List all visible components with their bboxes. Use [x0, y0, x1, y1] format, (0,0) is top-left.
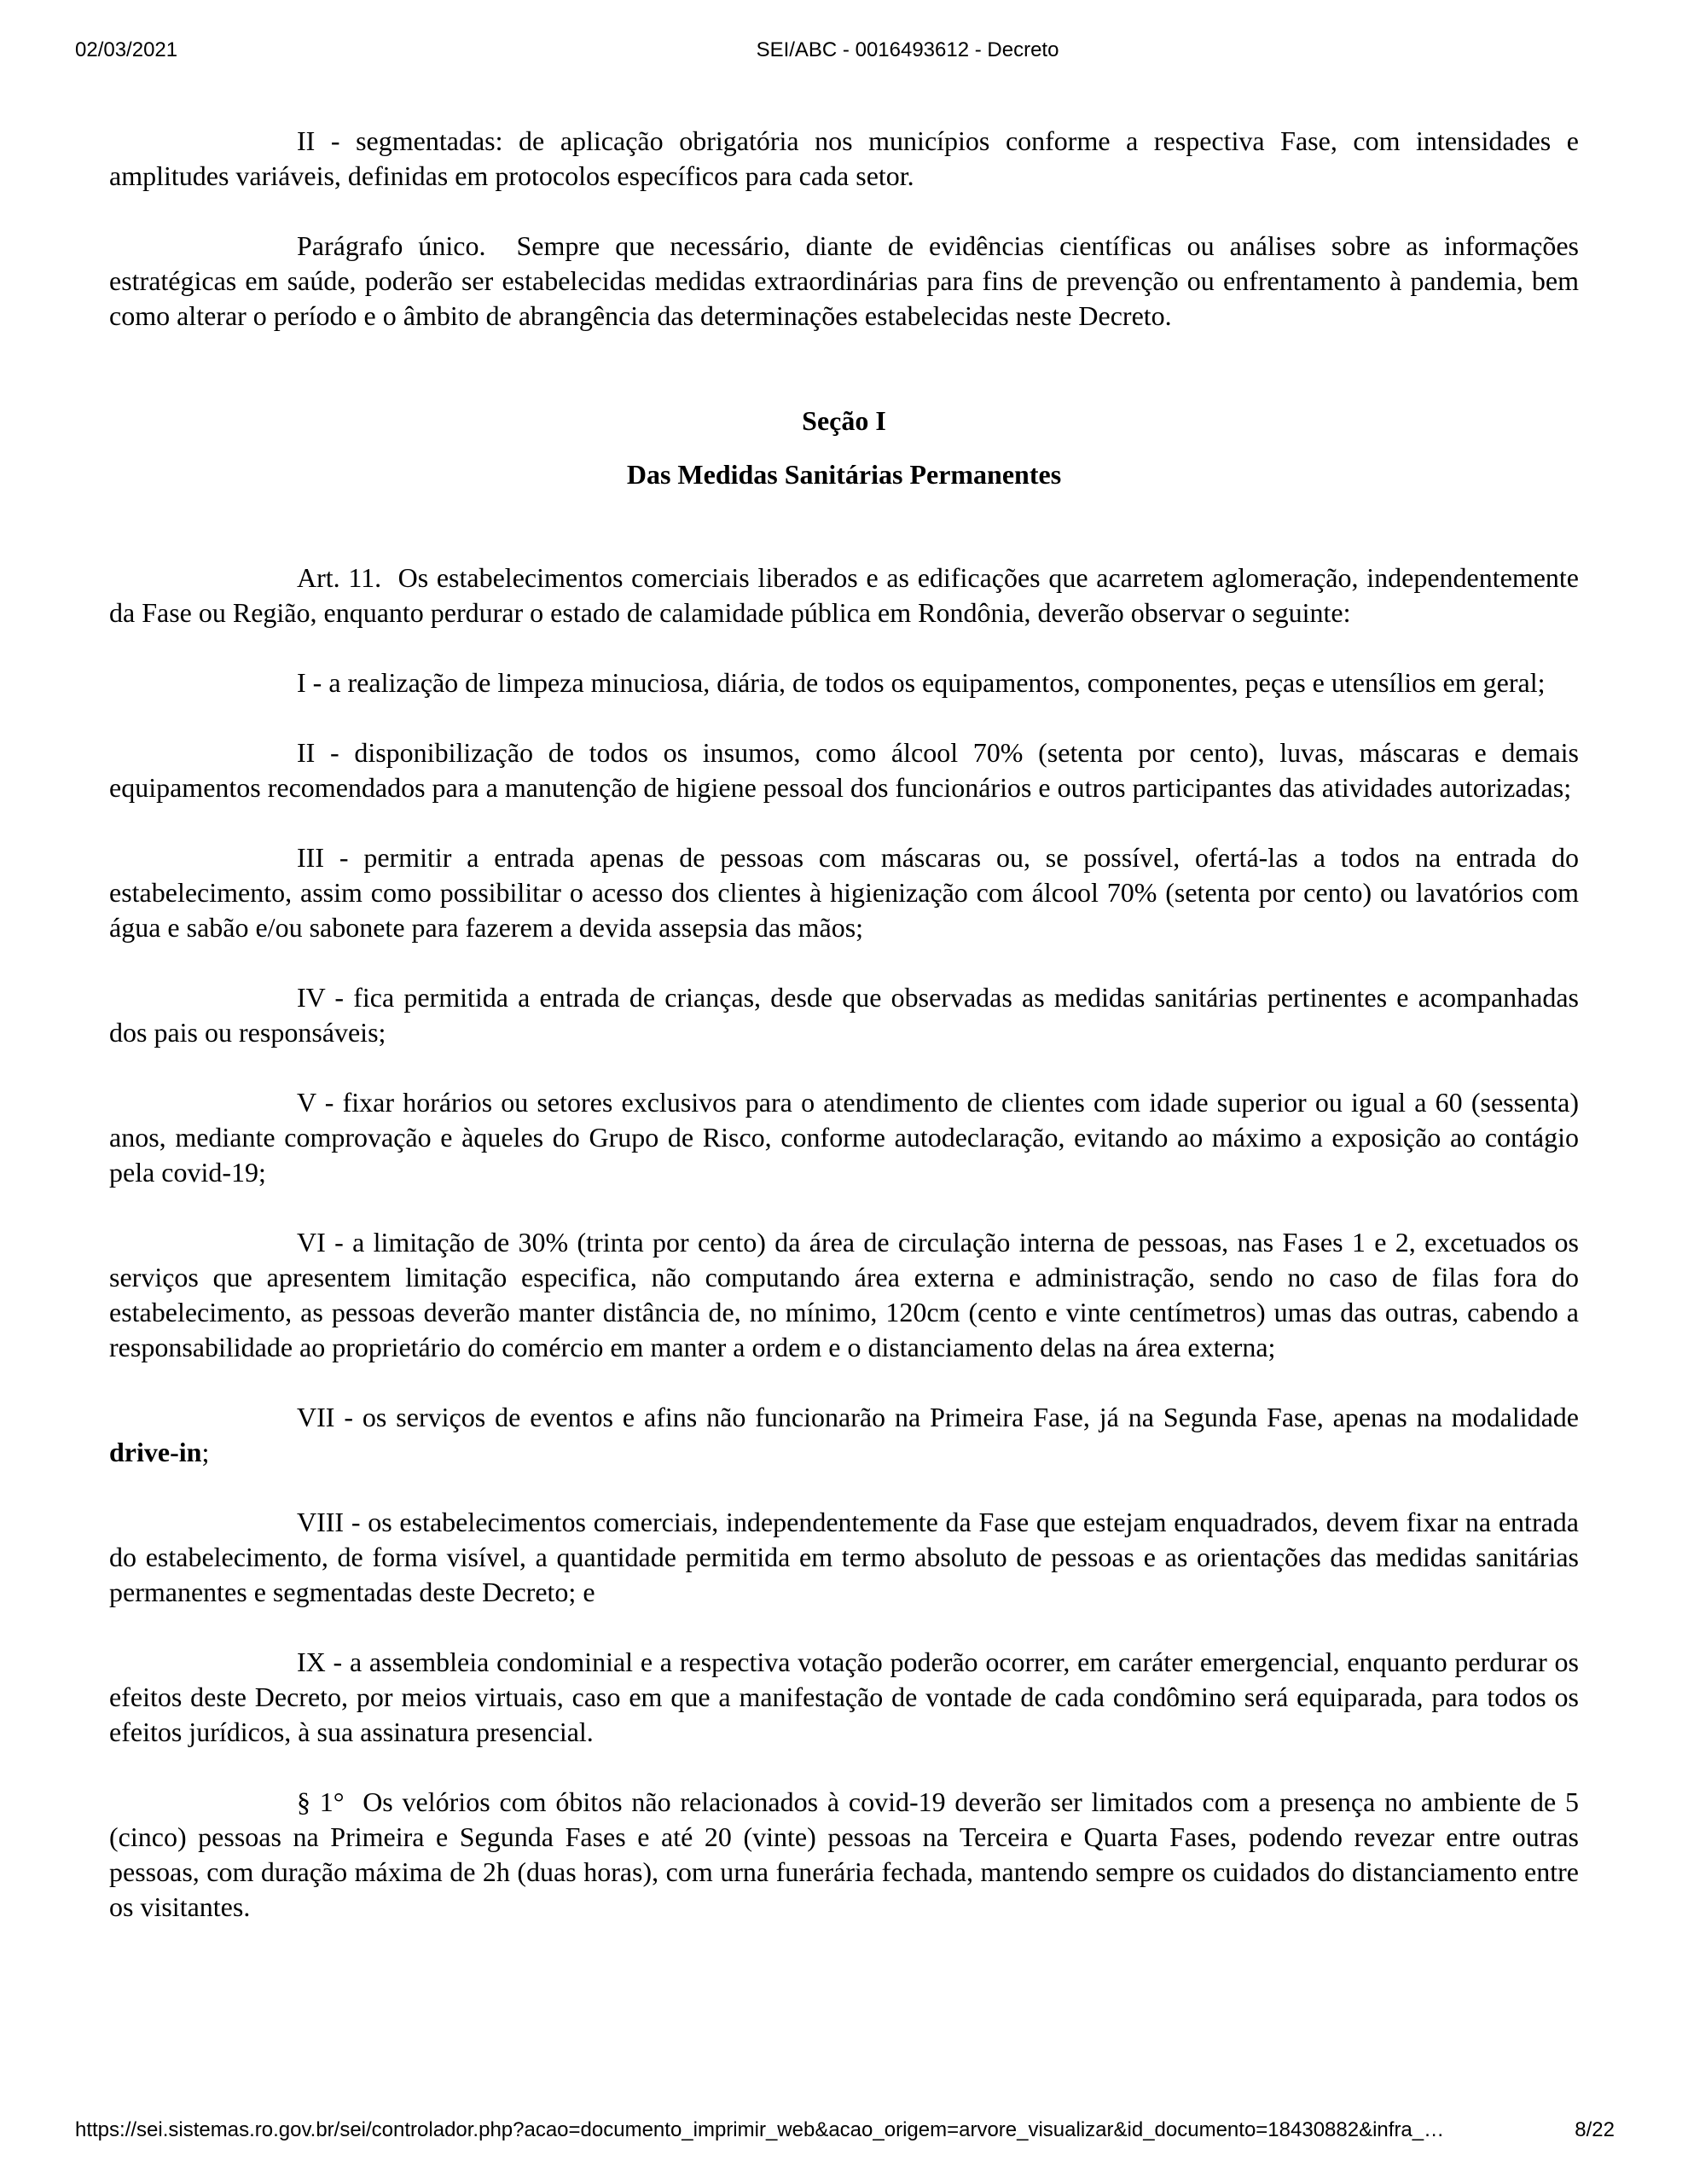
paragraph-art-11: Art. 11. Os estabelecimentos comerciais liberados e as edificações que acarretem aglomeração, independentemente da Fase ou Região, enquanto perdurar o estado de calamidade pública em Rondônia, deverão observar o seguinte: — [109, 562, 1579, 628]
paragraph-item-vii — [109, 1400, 1579, 1470]
paragraph-item-vii-text: VII - os serviços de eventos e afins não funcionarão na Primeira Fase, já na Segunda Fase, apenas na modalidade — [297, 1402, 1579, 1432]
drive-in-bold-text: drive-in — [109, 1437, 202, 1467]
paragraph-item-ii: II - disponibilização de todos os insumos, como álcool 70% (setenta por cento), luvas, máscaras e demais equipamentos recomendados para a manutenção de higiene pessoal dos funcionários e outros participantes das atividades autorizadas; — [109, 737, 1579, 803]
paragraph-item-vi: VI - a limitação de 30% (trinta por cento) da área de circulação interna de pessoas, nas Fases 1 e 2, excetuados os serviços que apresentem limitação especifica, não computando área externa e administração, sendo no caso de filas fora do estabelecimento, as pessoas deverão manter distância de, no mínimo, 120cm (cento e vinte centímetros) umas das outras, cabendo a responsabilidade ao proprietário do comércio em manter a ordem e o distanciamento delas na área externa; — [109, 1227, 1579, 1362]
paragraph-item-iv: IV - fica permitida a entrada de crianças, desde que observadas as medidas sanitárias pertinentes e acompanhadas dos pais ou responsáveis; — [109, 982, 1579, 1048]
paragraph-paragrafo-unico: Parágrafo único. Sempre que necessário, diante de evidências científicas ou análises sobre as informações estratégicas em saúde, poderão ser estabelecidas medidas extraordinárias para fins de prevenção ou enfrentamento à pandemia, bem como alterar o período e o âmbito de abrangência das determinações estabelecidas neste Decreto. — [109, 230, 1579, 331]
paragraph-item-vii-tail: ; — [201, 1437, 210, 1467]
paragraph-item-iii: III - permitir a entrada apenas de pessoas com máscaras ou, se possível, ofertá-las a todos na entrada do estabelecimento, assim como possibilitar o acesso dos clientes à higienização com álcool 70% (setenta por cento) ou lavatórios com água e sabão e/ou sabonete para fazerem a devida assepsia das mãos; — [109, 842, 1579, 943]
paragraph-section-1: § 1° Os velórios com óbitos não relacionados à covid-19 deverão ser limitados com a presença no ambiente de 5 (cinco) pessoas na Primeira e Segunda Fases e até 20 (vinte) pessoas na Terceira e Quarta Fases, podendo revezar entre outras pessoas, com duração máxima de 2h (duas horas), com urna funerária fechada, mantendo sempre os cuidados do distanciamento entre os visitantes. — [109, 1786, 1579, 1922]
footer-url: https://sei.sistemas.ro.gov.br/sei/controlador.php?acao=documento_imprimir_web&acao_origem=arvore_visualizar&id_documento=18430882&infra_… — [75, 2118, 1445, 2141]
header-doc-reference: SEI/ABC - 0016493612 - Decreto — [756, 38, 1059, 61]
paragraph-item-v: V - fixar horários ou setores exclusivos para o atendimento de clientes com idade superior ou igual a 60 (sessenta) anos, mediante comprovação e àqueles do Grupo de Risco, conforme autodeclaração, evitando ao máximo a exposição ao contágio pela covid-19; — [109, 1087, 1579, 1188]
section-title: Das Medidas Sanitárias Permanentes — [626, 459, 1062, 490]
paragraph-item-i: I - a realização de limpeza minuciosa, diária, de todos os equipamentos, componentes, peças e utensílios em geral; — [297, 667, 1546, 698]
document-body — [109, 124, 1579, 1960]
header-date: 02/03/2021 — [75, 38, 178, 61]
print-header — [0, 38, 1688, 65]
section-label: Seção I — [802, 405, 886, 436]
paragraph-ii-segmentadas: II - segmentadas: de aplicação obrigatória nos municípios conforme a respectiva Fase, com intensidades e amplitudes variáveis, definidas em protocolos específicos para cada setor. — [109, 125, 1579, 191]
print-footer — [0, 2117, 1688, 2145]
footer-page-indicator: 8/22 — [1575, 2118, 1615, 2141]
paragraph-item-viii: VIII - os estabelecimentos comerciais, independentemente da Fase que estejam enquadrados, devem fixar na entrada do estabelecimento, de forma visível, a quantidade permitida em termo absoluto de pessoas e as orientações das medidas sanitárias permanentes e segmentadas deste Decreto; e — [109, 1507, 1579, 1607]
paragraph-item-ix: IX - a assembleia condominial e a respectiva votação poderão ocorrer, em caráter emergencial, enquanto perdurar os efeitos deste Decreto, por meios virtuais, caso em que a manifestação de vontade de cada condômino será equiparada, para todos os efeitos jurídicos, à sua assinatura presencial. — [109, 1647, 1579, 1747]
